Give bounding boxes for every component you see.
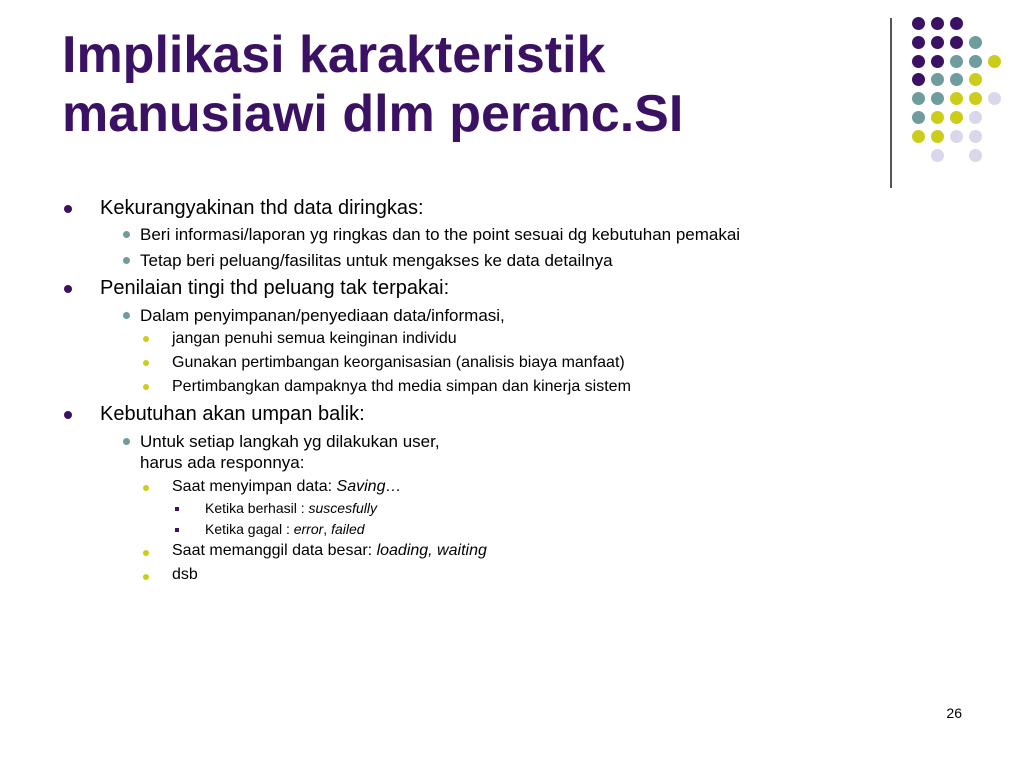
- decor-dot: [912, 111, 925, 124]
- decor-dot: [931, 73, 944, 86]
- bullet-dot-level3: [143, 574, 149, 580]
- bullet-dot-level2: [123, 312, 130, 319]
- bullet-level2: Dalam penyimpanan/penyediaan data/informasi,: [140, 306, 505, 325]
- decor-dot: [950, 111, 963, 124]
- decor-dot: [931, 111, 944, 124]
- divider-line: [890, 18, 892, 188]
- bullet-dot-level2: [123, 438, 130, 445]
- decor-dot: [931, 130, 944, 143]
- decor-dot: [912, 36, 925, 49]
- bullet-level2-line2: harus ada responnya:: [140, 453, 305, 472]
- bullet-dot-level3: [143, 550, 149, 556]
- decor-dot: [912, 17, 925, 30]
- bullet-dot-level3: [143, 485, 149, 491]
- bullet-text: Saat memanggil data besar:: [172, 542, 377, 559]
- decor-dot: [950, 55, 963, 68]
- bullet-level4: [205, 500, 377, 516]
- bullet-level2-line1: Untuk setiap langkah yg dilakukan user,: [140, 432, 440, 451]
- decor-dot: [950, 92, 963, 105]
- bullet-level1: Penilaian tingi thd peluang tak terpakai:: [100, 277, 450, 299]
- bullet-dot-level2: [123, 231, 130, 238]
- bullet-separator: ,: [323, 521, 332, 537]
- decor-dot: [912, 55, 925, 68]
- decor-dot: [931, 17, 944, 30]
- bullet-dot-level3: [143, 336, 149, 342]
- decor-dot: [950, 17, 963, 30]
- bullet-level2: Tetap beri peluang/fasilitas untuk mengakses ke data detailnya: [140, 251, 613, 270]
- decor-dot: [912, 73, 925, 86]
- bullet-text: Saat menyimpan data:: [172, 478, 337, 495]
- decor-dot: [969, 111, 982, 124]
- slide-title-line-1: Implikasi karakteristik: [62, 26, 606, 84]
- decor-dot: [912, 92, 925, 105]
- decor-dot: [969, 92, 982, 105]
- bullet-dot-level1: [64, 205, 72, 213]
- bullet-italic-text: error: [293, 521, 324, 537]
- decor-dot: [931, 36, 944, 49]
- bullet-level2: Beri informasi/laporan yg ringkas dan to the point sesuai dg kebutuhan pemakai: [140, 225, 741, 244]
- decor-dot: [950, 36, 963, 49]
- bullet-level3: [172, 542, 487, 560]
- bullet-level3: dsb: [172, 566, 198, 583]
- decor-dot: [988, 55, 1001, 68]
- decor-dot: [950, 130, 963, 143]
- decor-dot: [969, 149, 982, 162]
- slide-title-line-2: manusiawi dlm peranc.SI: [62, 85, 684, 143]
- bullet-level3: Pertimbangkan dampaknya thd media simpan dan kinerja sistem: [172, 378, 631, 395]
- bullet-level1: Kebutuhan akan umpan balik:: [100, 403, 365, 425]
- page-number: 26: [946, 705, 962, 721]
- decor-dot: [931, 55, 944, 68]
- decor-dot: [969, 36, 982, 49]
- bullet-level4: [205, 521, 365, 537]
- decor-dot: [931, 92, 944, 105]
- bullet-level1: Kekurangyakinan thd data diringkas:: [100, 197, 424, 219]
- bullet-italic-text: suscesfully: [308, 500, 377, 516]
- decor-dot: [950, 73, 963, 86]
- bullet-dot-level3: [143, 360, 149, 366]
- bullet-text: Ketika gagal :: [205, 521, 294, 537]
- bullet-square-level4: [175, 528, 179, 532]
- decor-dot: [969, 55, 982, 68]
- decor-dot: [969, 73, 982, 86]
- bullet-level3: Gunakan pertimbangan keorganisasian (analisis biaya manfaat): [172, 354, 625, 371]
- bullet-dot-level1: [64, 411, 72, 419]
- bullet-dot-level3: [143, 384, 149, 390]
- bullet-level3: jangan penuhi semua keinginan individu: [172, 330, 457, 347]
- decor-dot: [912, 130, 925, 143]
- decor-dot: [969, 130, 982, 143]
- bullet-square-level4: [175, 507, 179, 511]
- bullet-text: Ketika berhasil :: [205, 500, 309, 516]
- bullet-italic-text: failed: [331, 521, 365, 537]
- decor-dot: [988, 92, 1001, 105]
- slide-title: [62, 26, 862, 144]
- bullet-level3: [172, 478, 401, 496]
- bullet-dot-level1: [64, 285, 72, 293]
- decor-dot: [931, 149, 944, 162]
- bullet-italic-text: Saving…: [336, 478, 402, 495]
- bullet-dot-level2: [123, 257, 130, 264]
- bullet-italic-text: loading, waiting: [376, 542, 487, 559]
